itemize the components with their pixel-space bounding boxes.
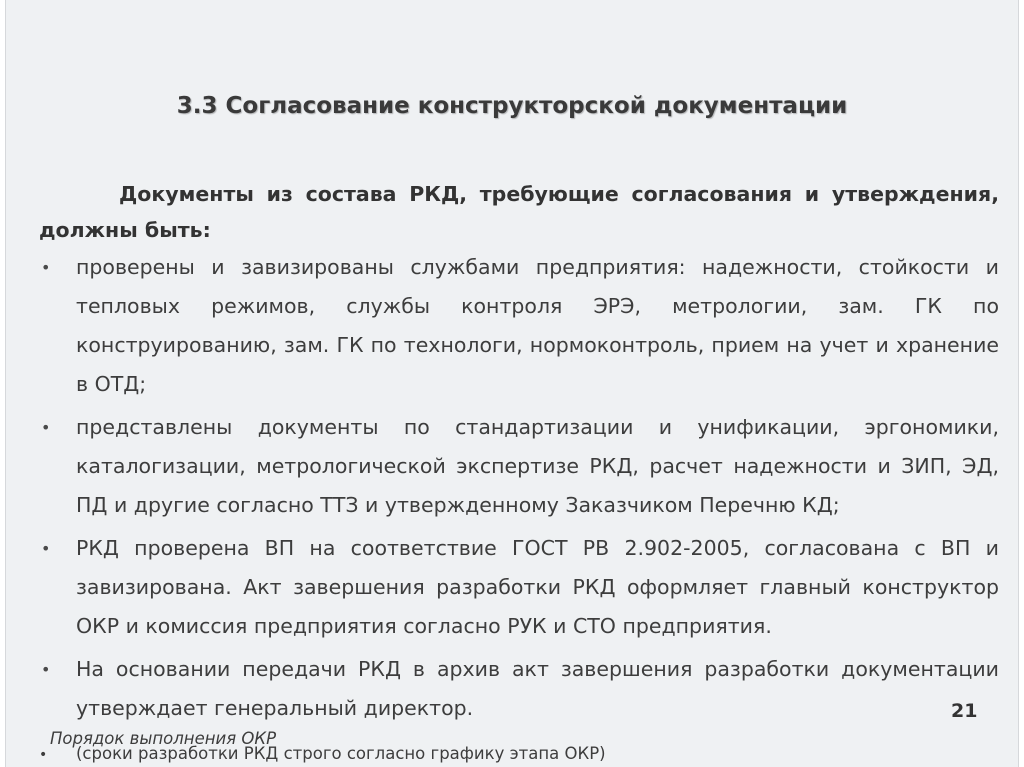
slide — [5, 0, 1019, 767]
list-item — [39, 650, 999, 728]
bullet-icon: • — [41, 660, 51, 679]
bullet-icon: • — [41, 258, 51, 277]
bullet-list — [39, 248, 999, 732]
list-item — [39, 248, 999, 404]
slide-title: 3.3 Согласование конструкторской документации — [176, 93, 848, 119]
list-item — [39, 408, 999, 525]
bullet-icon: • — [41, 539, 51, 558]
bullet-text: проверены и завизированы службами предприятия: надежности, стойкости и тепловых режимов, службы контроля ЭРЭ, метрологии, зам. ГК по конструированию, зам. ГК по технологи, нормоконтроль, прием на учет и хранение в ОТД; — [76, 255, 999, 396]
page-number: 21 — [951, 700, 978, 722]
bullet-text: представлены документы по стандартизации и унификации, эргономики, каталогизации, метрологической экспертизе РКД, расчет надежности и ЗИП, ЭД, ПД и другие согласно ТТЗ и утвержденному Заказчиком Перечню КД; — [76, 415, 999, 517]
bullet-icon: • — [39, 747, 48, 763]
bullet-icon: • — [41, 418, 51, 437]
footer-subtitle-text: (сроки разработки РКД строго согласно графику этапа ОКР) — [76, 744, 606, 763]
footer-subtitle — [39, 744, 606, 763]
bullet-text: На основании передачи РКД в архив акт завершения разработки документации утверждает генеральный директор. — [76, 657, 999, 720]
footer-title: Порядок выполнения ОКР — [50, 729, 277, 748]
list-item — [39, 529, 999, 646]
intro-paragraph: Документы из состава РКД, требующие согласования и утверждения, должны быть: — [39, 182, 999, 242]
bullet-text: РКД проверена ВП на соответствие ГОСТ РВ 2.902-2005, согласована с ВП и завизирована. Акт завершения разработки РКД оформляет главный конструктор ОКР и комиссия предприятия согласно РУК и СТО предприятия. — [76, 536, 999, 638]
